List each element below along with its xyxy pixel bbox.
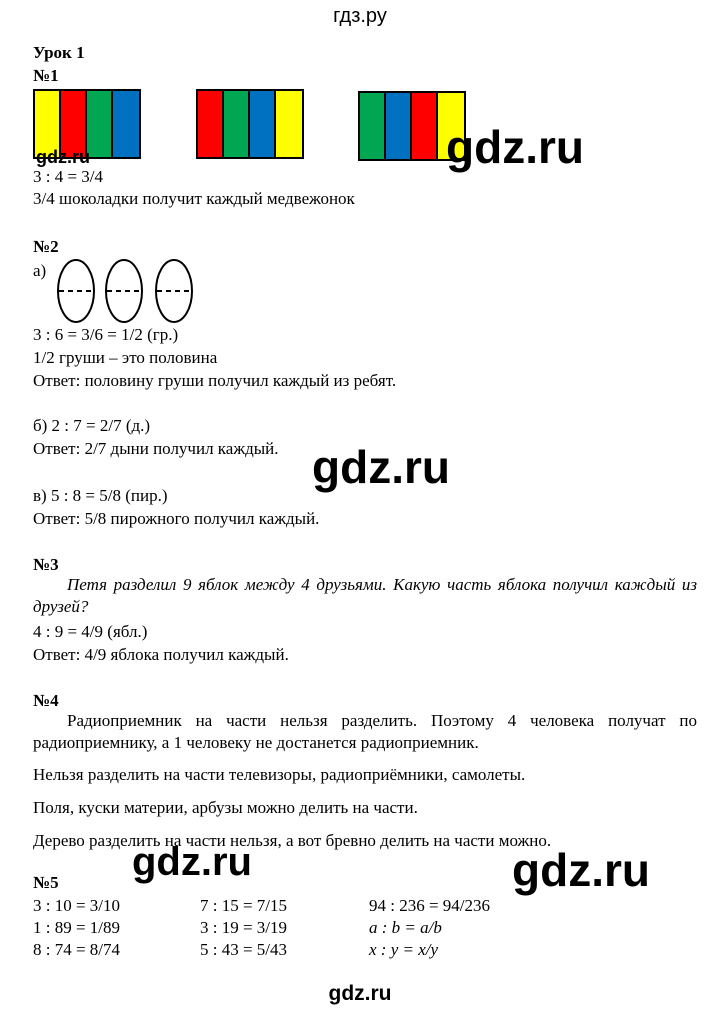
task-5-c3-r1: 94 : 236 = 94/236: [369, 896, 491, 915]
task-5-c2-r2: 3 : 19 = 3/19: [200, 918, 288, 937]
bar-segment: [113, 91, 139, 157]
task-2-number: №2: [33, 237, 59, 256]
task-2a-answer: Ответ: половину груши получил каждый из ребят.: [33, 371, 397, 390]
task-4-line-4: Дерево разделить на части нельзя, а вот бревно делить на части можно.: [33, 831, 552, 850]
task-4-paragraph-1: Радиоприемник на части нельзя разделить. Поэтому 4 человека получат по радиоприемнику, а 1 человеку не достанется радиоприемник.: [33, 711, 697, 752]
task-4-line-2: Нельзя разделить на части телевизоры, радиоприёмники, самолеты.: [33, 765, 526, 784]
task-4-number: №4: [33, 691, 59, 710]
task-5-c1-r3: 8 : 74 = 8/74: [33, 940, 121, 959]
watermark: gdz.ru: [512, 844, 650, 896]
task-3-line-1: 4 : 9 = 4/9 (ябл.): [33, 622, 148, 641]
bar-segment: [360, 93, 386, 159]
task-5-c2-r1: 7 : 15 = 7/15: [200, 896, 288, 915]
site-header: гдз.ру: [333, 5, 387, 27]
task-4-line-3: Поля, куски материи, арбузы можно делить на части.: [33, 798, 418, 817]
task-5-c2-r3: 5 : 43 = 5/43: [200, 940, 288, 959]
task-2b-answer: Ответ: 2/7 дыни получил каждый.: [33, 439, 279, 458]
pear-3: [156, 260, 192, 322]
bar-segment: [198, 91, 224, 157]
bar-segment: [412, 93, 438, 159]
watermark: gdz.ru: [132, 840, 252, 884]
lesson-title: Урок 1: [33, 43, 85, 62]
watermark: gdz.ru: [446, 121, 584, 173]
task-5-c1-r2: 1 : 89 = 1/89: [33, 918, 121, 937]
footer-watermark: gdz.ru: [328, 982, 392, 1005]
task-2a-label: а): [33, 261, 47, 280]
task-3-number: №3: [33, 555, 59, 574]
task-3-answer: Ответ: 4/9 яблока получил каждый.: [33, 645, 289, 664]
task-2b-line-1: б) 2 : 7 = 2/7 (д.): [33, 416, 151, 435]
task-1-number: №1: [33, 66, 59, 85]
task-5-number: №5: [33, 873, 59, 892]
task-3-question: Петя разделил 9 яблок между 4 друзьями. Какую часть яблока получил каждый из друзей?: [33, 575, 697, 616]
task-2a-line-2: 1/2 груши – это половина: [33, 348, 218, 367]
task-2a-line-1: 3 : 6 = 3/6 = 1/2 (гр.): [33, 325, 179, 344]
watermark-small: gdz.ru: [36, 147, 90, 167]
task-5-c3-r2: a : b = a/b: [369, 918, 442, 937]
task-5-c1-r1: 3 : 10 = 3/10: [33, 896, 121, 915]
bar-segment: [224, 91, 250, 157]
task-2c-line-1: в) 5 : 8 = 5/8 (пир.): [33, 486, 168, 505]
bar-segment: [250, 91, 276, 157]
pear-2: [106, 260, 142, 322]
task-5-c3-r3: x : y = x/y: [369, 940, 439, 959]
task-2c-answer: Ответ: 5/8 пирожного получил каждый.: [33, 509, 320, 528]
bar-segment: [87, 91, 113, 157]
pears-illustration: [50, 258, 200, 324]
pear-1: [58, 260, 94, 322]
task-1-line-1: 3 : 4 = 3/4: [33, 167, 104, 186]
watermark: gdz.ru: [312, 441, 450, 493]
bar-segment: [386, 93, 412, 159]
chocolate-bar-2: [196, 89, 304, 159]
task-1-line-2: 3/4 шоколадки получит каждый медвежонок: [33, 189, 355, 208]
bar-segment: [276, 91, 302, 157]
